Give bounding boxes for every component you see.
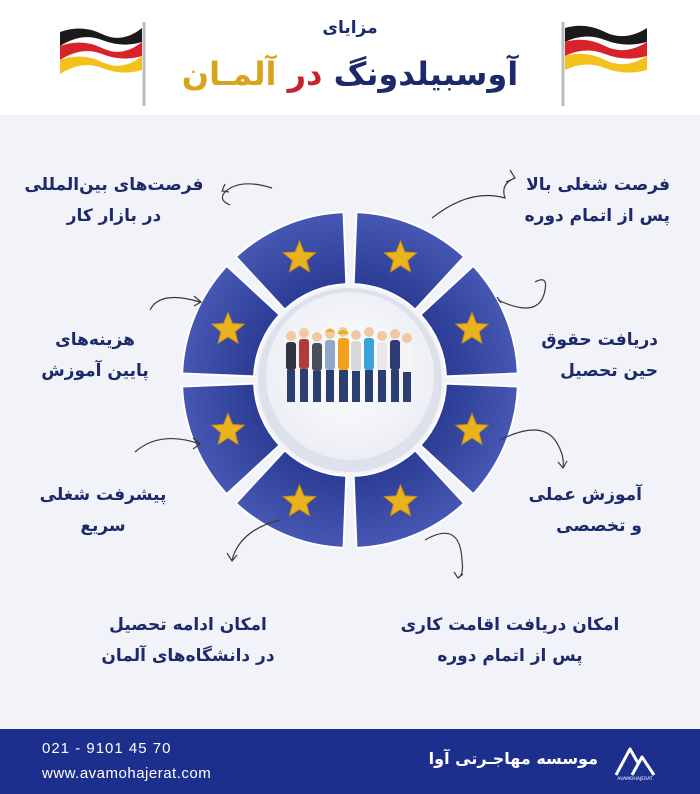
benefit-line: پس از اتمام دوره <box>437 646 583 666</box>
phone-number[interactable]: 021 - 9101 45 70 <box>42 740 172 757</box>
title-word-in: در <box>287 55 323 93</box>
benefit-line: فرصت‌های بین‌المللی <box>24 175 204 195</box>
benefit-continue-university <box>88 610 288 672</box>
benefit-salary-while-studying <box>490 325 658 387</box>
benefit-line: امکان ادامه تحصیل <box>109 615 267 635</box>
benefit-line: در دانشگاه‌های آلمان <box>101 646 275 666</box>
page-subtitle: مزایای <box>322 18 378 38</box>
benefit-line: حین تحصیل <box>560 361 658 381</box>
benefit-line: امکان دریافت اقامت کاری <box>400 615 620 635</box>
title-word-germany: آلمـان <box>181 55 277 93</box>
benefit-line: آموزش عملی <box>528 485 642 505</box>
benefit-high-job-opportunity <box>490 170 670 232</box>
logo-text: AVAMOHAJERAT <box>617 777 653 781</box>
benefit-line: سریع <box>80 516 126 536</box>
title-word-ausbildung: آوسبیلدونگ <box>333 55 519 93</box>
benefit-international-opportunities <box>18 170 210 232</box>
footer <box>0 729 700 794</box>
page-title <box>0 55 700 93</box>
organization-name: موسسه مهاجـرتی آوا <box>428 749 598 768</box>
benefit-practical-training <box>490 480 642 542</box>
benefit-line: پایین آموزش <box>41 361 149 381</box>
website-link[interactable]: www.avamohajerat.com <box>42 765 212 782</box>
ava-logo-icon <box>612 741 658 781</box>
benefit-low-cost <box>30 325 160 387</box>
benefit-line: پس از اتمام دوره <box>524 206 670 226</box>
benefit-line: در بازار کار <box>66 206 162 226</box>
benefit-line: هزینه‌های <box>55 330 135 350</box>
benefit-fast-career-growth <box>28 480 178 542</box>
benefit-line: پیشرفت شغلی <box>39 485 167 505</box>
benefit-line: فرصت شغلی بالا <box>526 175 670 195</box>
benefit-line: دریافت حقوق <box>541 330 658 350</box>
benefit-work-residence <box>380 610 640 672</box>
benefit-line: و تخصصی <box>556 516 642 536</box>
